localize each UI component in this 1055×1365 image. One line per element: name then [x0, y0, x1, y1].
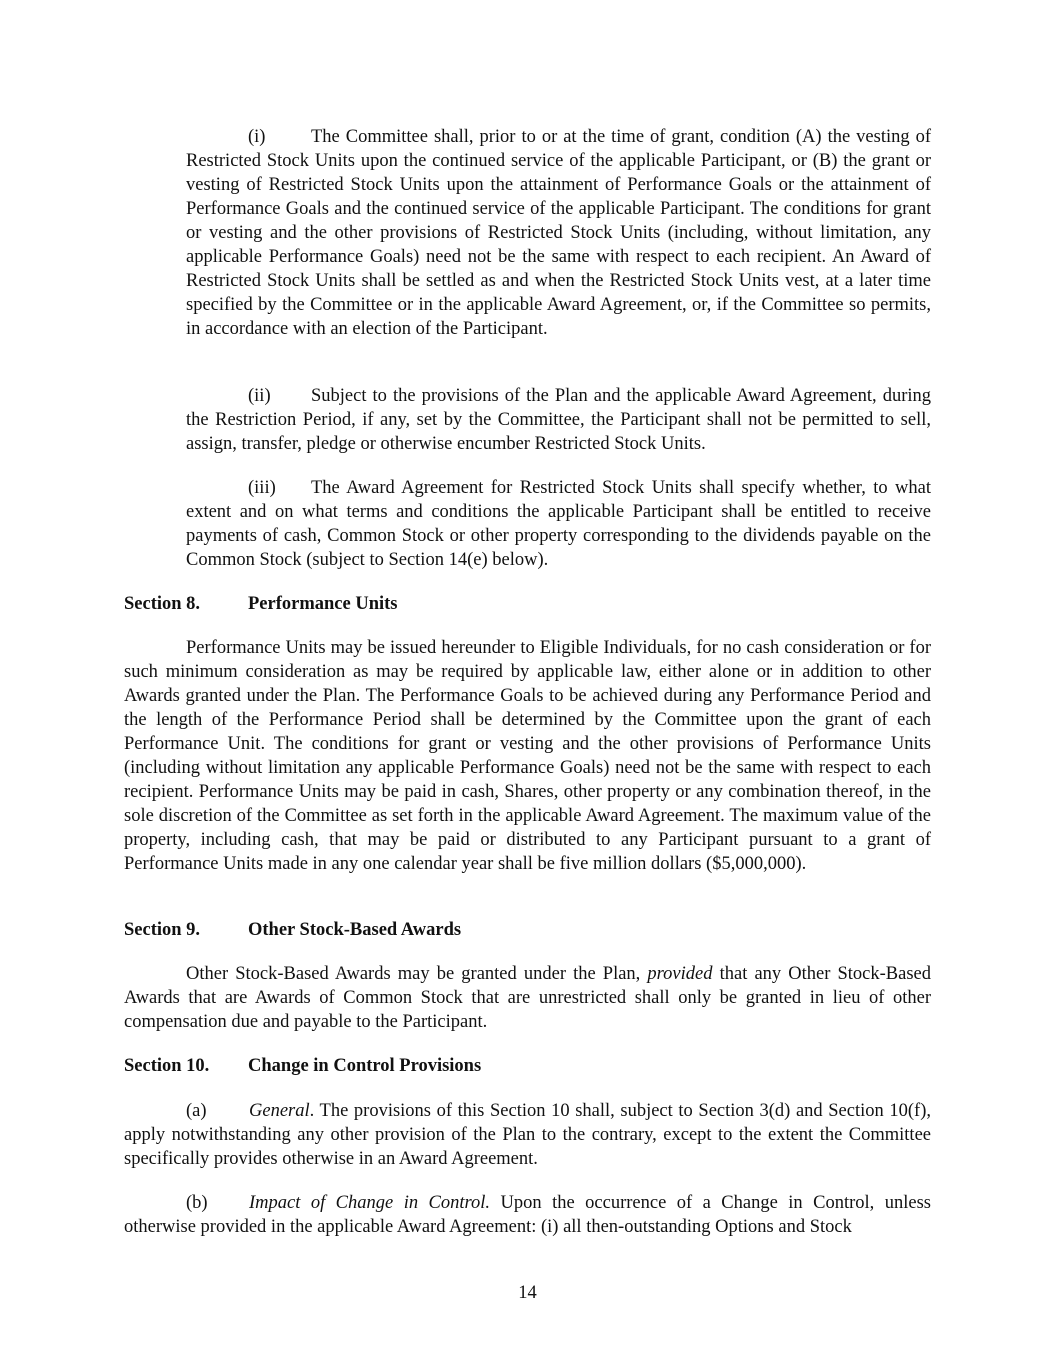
- section-10-b: [124, 1191, 931, 1239]
- paragraph-ii-number: (ii): [248, 386, 271, 406]
- section-8-body-text: Performance Units may be issued hereunder to Eligible Individuals, for no cash consideration or for such minimum consideration as may be required by applicable law, either alone or in addition to other Awards granted under the Plan. The Performance Goals to be achieved during any Performance Period and the length of the Performance Period shall be determined by the Committee upon the grant of each Performance Unit. The conditions for grant or vesting and the other provisions of Performance Units (including without limitation any applicable Performance Goals) need not be the same with respect to each recipient. Performance Units may be paid in cash, Shares, other property or any combination thereof, in the sole discretion of the Committee as set forth in the applicable Award Agreement. The maximum value of the property, including cash, that may be paid or distributed to any Participant pursuant to a grant of Performance Units made in any one calendar year shall be five million dollars ($5,000,000).: [124, 638, 931, 874]
- section-10-b-number: (b): [186, 1193, 208, 1213]
- section-9-body: [124, 962, 931, 1034]
- paragraph-ii: [186, 384, 931, 456]
- section-10-a: [124, 1099, 931, 1171]
- paragraph-i-number: (i): [248, 127, 266, 147]
- section-9-number: Section 9.: [124, 920, 201, 940]
- section-10-a-number: (a): [186, 1101, 207, 1121]
- section-10-title: Change in Control Provisions: [248, 1056, 482, 1076]
- section-10-b-heading: Impact of Change in Control.: [249, 1193, 491, 1213]
- section-9-body-after: that any Other Stock-Based Awards that are Awards of Common Stock that are unrestricted shall only be granted in lieu of other compensation due and payable to the Participant.: [124, 964, 932, 1032]
- section-9-body-before: Other Stock-Based Awards may be granted under the Plan,: [186, 964, 641, 984]
- section-10-b-text: Upon the occurrence of a Change in Control, unless otherwise provided in the applicable Award Agreement: (i) all then-outstanding Options and Stock: [124, 1193, 931, 1237]
- section-8-body: [124, 636, 931, 876]
- section-9-body-emphasis: provided: [647, 964, 713, 984]
- paragraph-i-text: The Committee shall, prior to or at the time of grant, condition (A) the vesting of Restricted Stock Units upon the continued service of the applicable Participant, or (B) the grant or vesting of Restricted Stock Units upon the attainment of Performance Goals or the attainment of Performance Goals and the continued service of the applicable Participant. The conditions for grant or vesting and the other provisions of Restricted Stock Units (including, without limitation, any applicable Performance Goals) need not be the same with respect to each recipient. An Award of Restricted Stock Units shall be settled as and when the Restricted Stock Units vest, at a later time specified by the Committee or in the applicable Award Agreement, or, if the Committee so permits, in accordance with an election of the Participant.: [186, 127, 931, 339]
- section-9-title: Other Stock-Based Awards: [248, 920, 462, 940]
- section-10-number: Section 10.: [124, 1056, 210, 1076]
- section-10-a-text: . The provisions of this Section 10 shall, subject to Section 3(d) and Section 10(f), apply notwithstanding any other provision of the Plan to the contrary, except to the extent the Committee specifically provides otherwise in an Award Agreement.: [124, 1101, 931, 1169]
- paragraph-iii: [186, 476, 931, 572]
- section-8-title: Performance Units: [248, 594, 398, 614]
- page-number: 14: [518, 1283, 537, 1303]
- section-10-a-heading: General: [249, 1101, 310, 1121]
- section-10-heading: [124, 1054, 481, 1078]
- paragraph-iii-text: The Award Agreement for Restricted Stock Units shall specify whether, to what extent and on what terms and conditions the applicable Participant shall be entitled to receive payments of cash, Common Stock or other property corresponding to the dividends payable on the Common Stock (subject to Section 14(e) below).: [186, 478, 931, 570]
- section-9-heading: [124, 918, 461, 942]
- paragraph-i: [186, 125, 931, 341]
- section-8-heading: [124, 592, 398, 616]
- paragraph-iii-number: (iii): [248, 478, 276, 498]
- paragraph-ii-text: Subject to the provisions of the Plan and the applicable Award Agreement, during the Restriction Period, if any, set by the Committee, the Participant shall not be permitted to sell, assign, transfer, pledge or otherwise encumber Restricted Stock Units.: [186, 386, 931, 454]
- section-8-number: Section 8.: [124, 594, 201, 614]
